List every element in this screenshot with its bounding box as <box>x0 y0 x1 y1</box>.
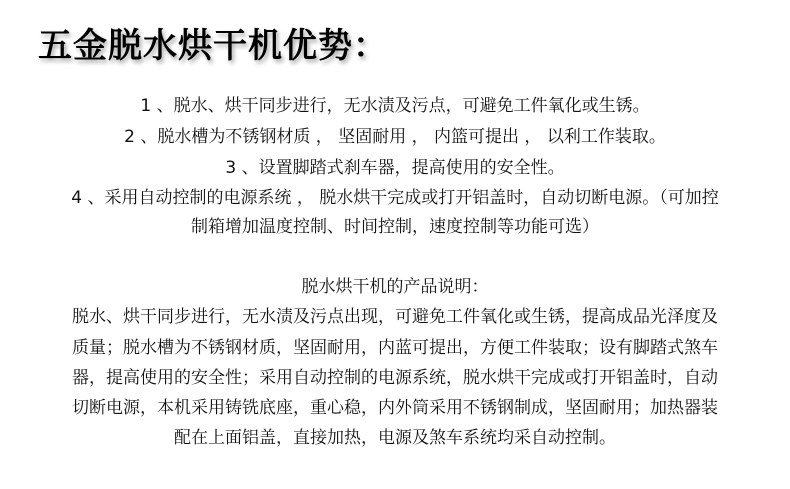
page-title: 五金脱水烘干机优势： <box>38 26 388 66</box>
advantage-item-2: 2 、脱水槽为不锈钢材质 ， 坚固耐用 ， 内篮可提出 ， 以利工作装取。 <box>124 127 666 147</box>
description-line-1: 脱水、烘干同步进行，无水渍及污点出现，可避免工件氧化或生锈，提高成品光泽度及 <box>72 307 718 327</box>
description-line-2: 质量；脱水槽为不锈钢材质，坚固耐用，内蓝可提出，方便工件装取；设有脚踏式煞车 <box>72 338 718 358</box>
description-heading: 脱水烘干机的产品说明： <box>301 277 489 297</box>
description-line-4: 切断电源，本机采用铸铣底座，重心稳，内外筒采用不锈钢制成，坚固耐用；加热器装 <box>72 398 718 418</box>
advantage-item-4: 4 、采用自动控制的电源系统 ， 脱水烘干完成或打开铝盖时，自动切断电源。（可加控 <box>71 188 719 208</box>
advantage-item-1: 1 、脱水、烘干同步进行，无水渍及污点，可避免工件氧化或生锈。 <box>140 96 650 116</box>
advantage-item-3: 3 、设置脚踏式刹车器，提高使用的安全性。 <box>225 158 565 178</box>
advantage-item-4-continued: 制箱增加温度控制、时间控制，速度控制等功能可选） <box>191 217 599 237</box>
description-line-3: 器，提高使用的安全性；采用自动控制的电源系统，脱水烘干完成或打开铝盖时，自动 <box>72 368 718 388</box>
description-line-5: 配在上面铝盖，直接加热，电源及煞车系统均采自动控制。 <box>174 428 616 448</box>
